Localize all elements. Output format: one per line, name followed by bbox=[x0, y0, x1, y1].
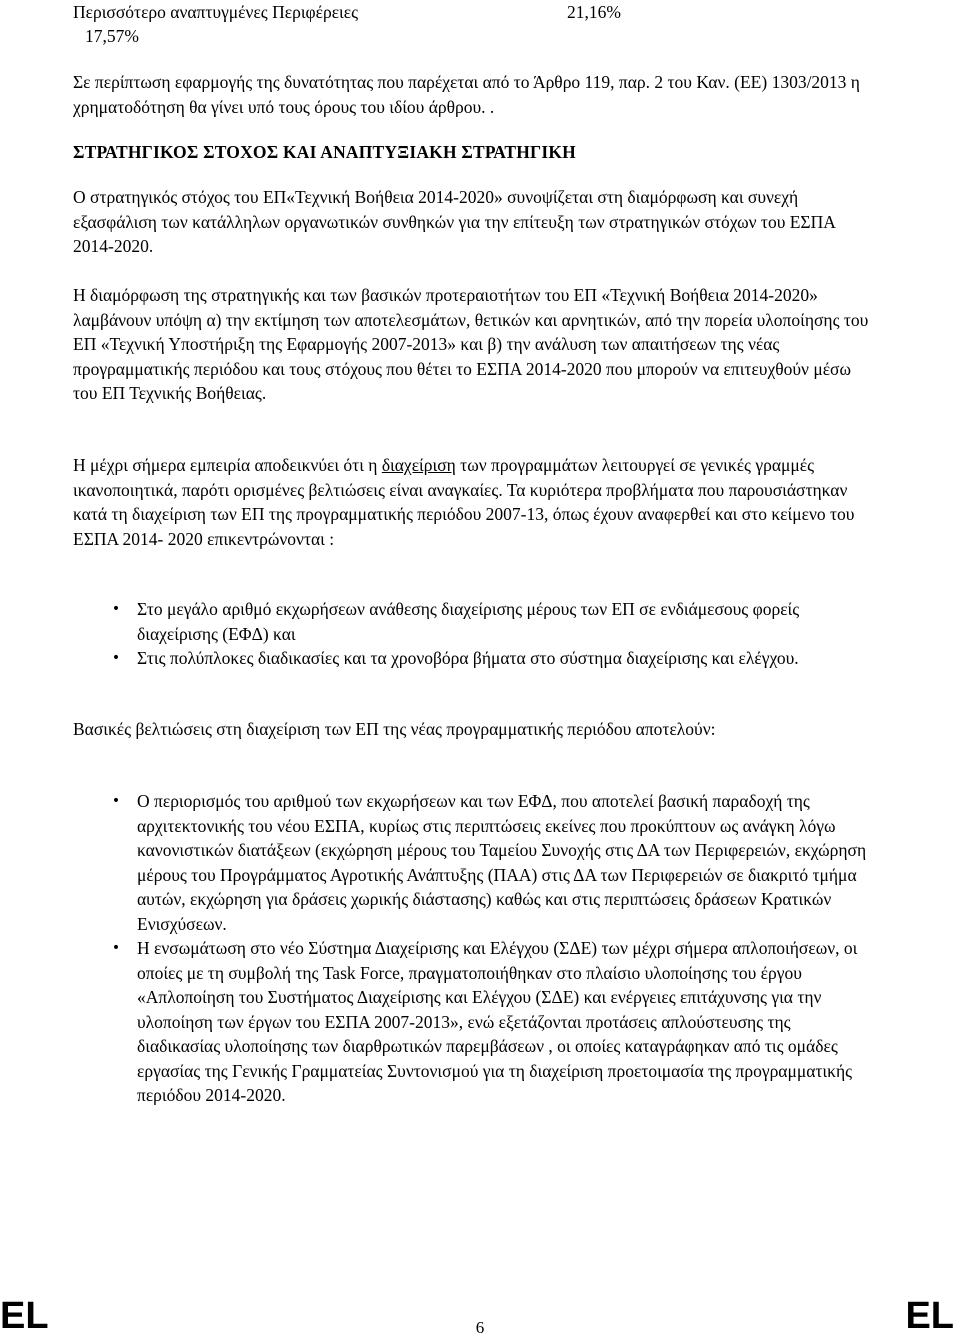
paragraph-strategy: Η διαμόρφωση της στρατηγικής και των βασικών προτεραιοτήτων του ΕΠ «Τεχνική Βοήθεια 2014-2020» λαμβάνουν υπόψη α) την εκτίμηση των αποτελεσμάτων, θετικών και αρνητικών, από την πορεία υλοποίησης του ΕΠ «Τεχνική Υποστήριξη της Εφαρμογής 2007-2013» και β) την ανάλυση των απαιτήσεων της νέας προγραμματικής περιόδου και τους στόχους που θέτει το ΕΣΠΑ 2014-2020 που μπορούν να επιτευχθούν μέσω του ΕΠ Τεχνικής Βοήθειας. bbox=[73, 285, 869, 403]
list-item-text: Ο περιορισμός του αριθμού των εκχωρήσεων και των ΕΦΔ, που αποτελεί βασική παραδοχή της αρχιτεκτονικής του νέου ΕΣΠΑ, κυρίως στις περιπτώσεις εκείνες που προκύπτουν ως ανάγκη λόγω κανονιστικών διατάξεων (εκχώρηση μέρους του Ταμείου Συνοχής στις ΔΑ των Περιφερειών, εκχώρηση μέρους του Προγράμματος Αγροτικής Ανάπτυξης (ΠΑΑ) στις ΔΑ των Περιφερειών σε διακριτό τμήμα αυτών, εκχώρηση για δράσεις χωρικής διάστασης) καθώς και στις περιπτώσεις δράσεων Κρατικών Ενισχύσεων. bbox=[137, 791, 867, 934]
bullet-icon: • bbox=[111, 793, 121, 809]
table-value-2 bbox=[85, 24, 139, 49]
list-item-text: Στο μεγάλο αριθμό εκχωρήσεων ανάθεσης διαχείρισης μέρους των ΕΠ σε ενδιάμεσους φορείς διαχείρισης (ΕΦΔ) και bbox=[137, 599, 800, 644]
text-run: των προγραμμάτων λειτουργεί σε γενικές γραμμές ικανοποιητικά, παρότι ορισμένες βελτιώσεις είναι αναγκαίες. Τα κυριότερα προβλήματα που παρουσιάστηκαν κατά τη διαχείριση των ΕΠ της προγραμματικής περιόδου 2007-13, όπως έχουν αναφερθεί και στο κείμενο του ΕΣΠΑ 2014- 2020 επικεντρώνονται : bbox=[73, 455, 855, 549]
list-item-text: Η ενσωμάτωση στο νέο Σύστημα Διαχείρισης και Ελέγχου (ΣΔΕ) των μέχρι σήμερα απλοποιήσεων, οι οποίες με τη συμβολή της Task Force, πραγματοποιήθηκαν στο πλαίσιο υλοποίησης του έργου «Απλοποίηση του Συστήματος Διαχείρισης και Ελέγχου (ΣΔΕ) και ενέργειες επιτάχυνσης για την υλοποίηση των έργων του ΕΣΠΑ 2007-2013», ενώ εξετάζονται προτάσεις απλούστευσης της διαδικασίας υλοποίησης των διαρθρωτικών παρεμβάσεων , οι οποίες καταγράφηκαν από τις ομάδες εργασίας της Γενικής Γραμματείας Συντονισμού για τη διαχείριση προετοιμασία της προγραμματικής περιόδου 2014-2020. bbox=[137, 938, 858, 1105]
section-heading: ΣΤΡΑΤΗΓΙΚΟΣ ΣΤΟΧΟΣ ΚΑΙ ΑΝΑΠΤΥΞΙΑΚΗ ΣΤΡΑΤΗΓΙΚΗ bbox=[73, 142, 576, 162]
problems-list bbox=[73, 597, 873, 671]
bullet-icon: • bbox=[111, 601, 121, 617]
percentage-value: 17,57% bbox=[85, 26, 139, 46]
list-item bbox=[73, 597, 873, 646]
page-number: 6 bbox=[475, 1318, 485, 1337]
text-run: Η μέχρι σήμερα εμπειρία αποδεικνύει ότι η bbox=[73, 455, 382, 475]
improvements-list bbox=[73, 789, 873, 1108]
paragraph-improvements: Βασικές βελτιώσεις στη διαχείριση των ΕΠ της νέας προγραμματικής περιόδου αποτελούν: bbox=[73, 719, 716, 739]
region-label: Περισσότερο αναπτυγμένες Περιφέρειες bbox=[73, 2, 359, 22]
list-item bbox=[73, 789, 873, 936]
bullet-icon: • bbox=[111, 940, 121, 956]
bullet-icon: • bbox=[111, 650, 121, 666]
language-code-left: EL bbox=[0, 1295, 49, 1337]
list-item-text: Στις πολύπλοκες διαδικασίες και τα χρονοβόρα βήματα στο σύστημα διαχείρισης και ελέγχου. bbox=[137, 648, 799, 668]
table-value-1 bbox=[567, 0, 621, 25]
list-item bbox=[73, 936, 873, 1108]
table-row bbox=[73, 0, 358, 25]
article-paragraph: Σε περίπτωση εφαρμογής της δυνατότητας που παρέχεται από το Άρθρο 119, παρ. 2 του Καν. (ΕΕ) 1303/2013 η χρηματοδότηση θα γίνει υπό τους όρους του ιδίου άρθρου. . bbox=[73, 72, 860, 117]
paragraph-strategic-goal: Ο στρατηγικός στόχος του ΕΠ«Τεχνική Βοήθεια 2014-2020» συνοψίζεται στη διαμόρφωση και συνεχή εξασφάλιση των κατάλληλων οργανωτικών συνθηκών για την επίτευξη των στρατηγικών στόχων του ΕΣΠΑ 2014-2020. bbox=[73, 187, 835, 256]
underlined-term: διαχείριση bbox=[381, 455, 456, 475]
percentage-value: 21,16% bbox=[567, 2, 621, 22]
language-code-right: EL bbox=[905, 1295, 954, 1337]
paragraph-experience bbox=[73, 453, 873, 551]
list-item bbox=[73, 646, 873, 671]
